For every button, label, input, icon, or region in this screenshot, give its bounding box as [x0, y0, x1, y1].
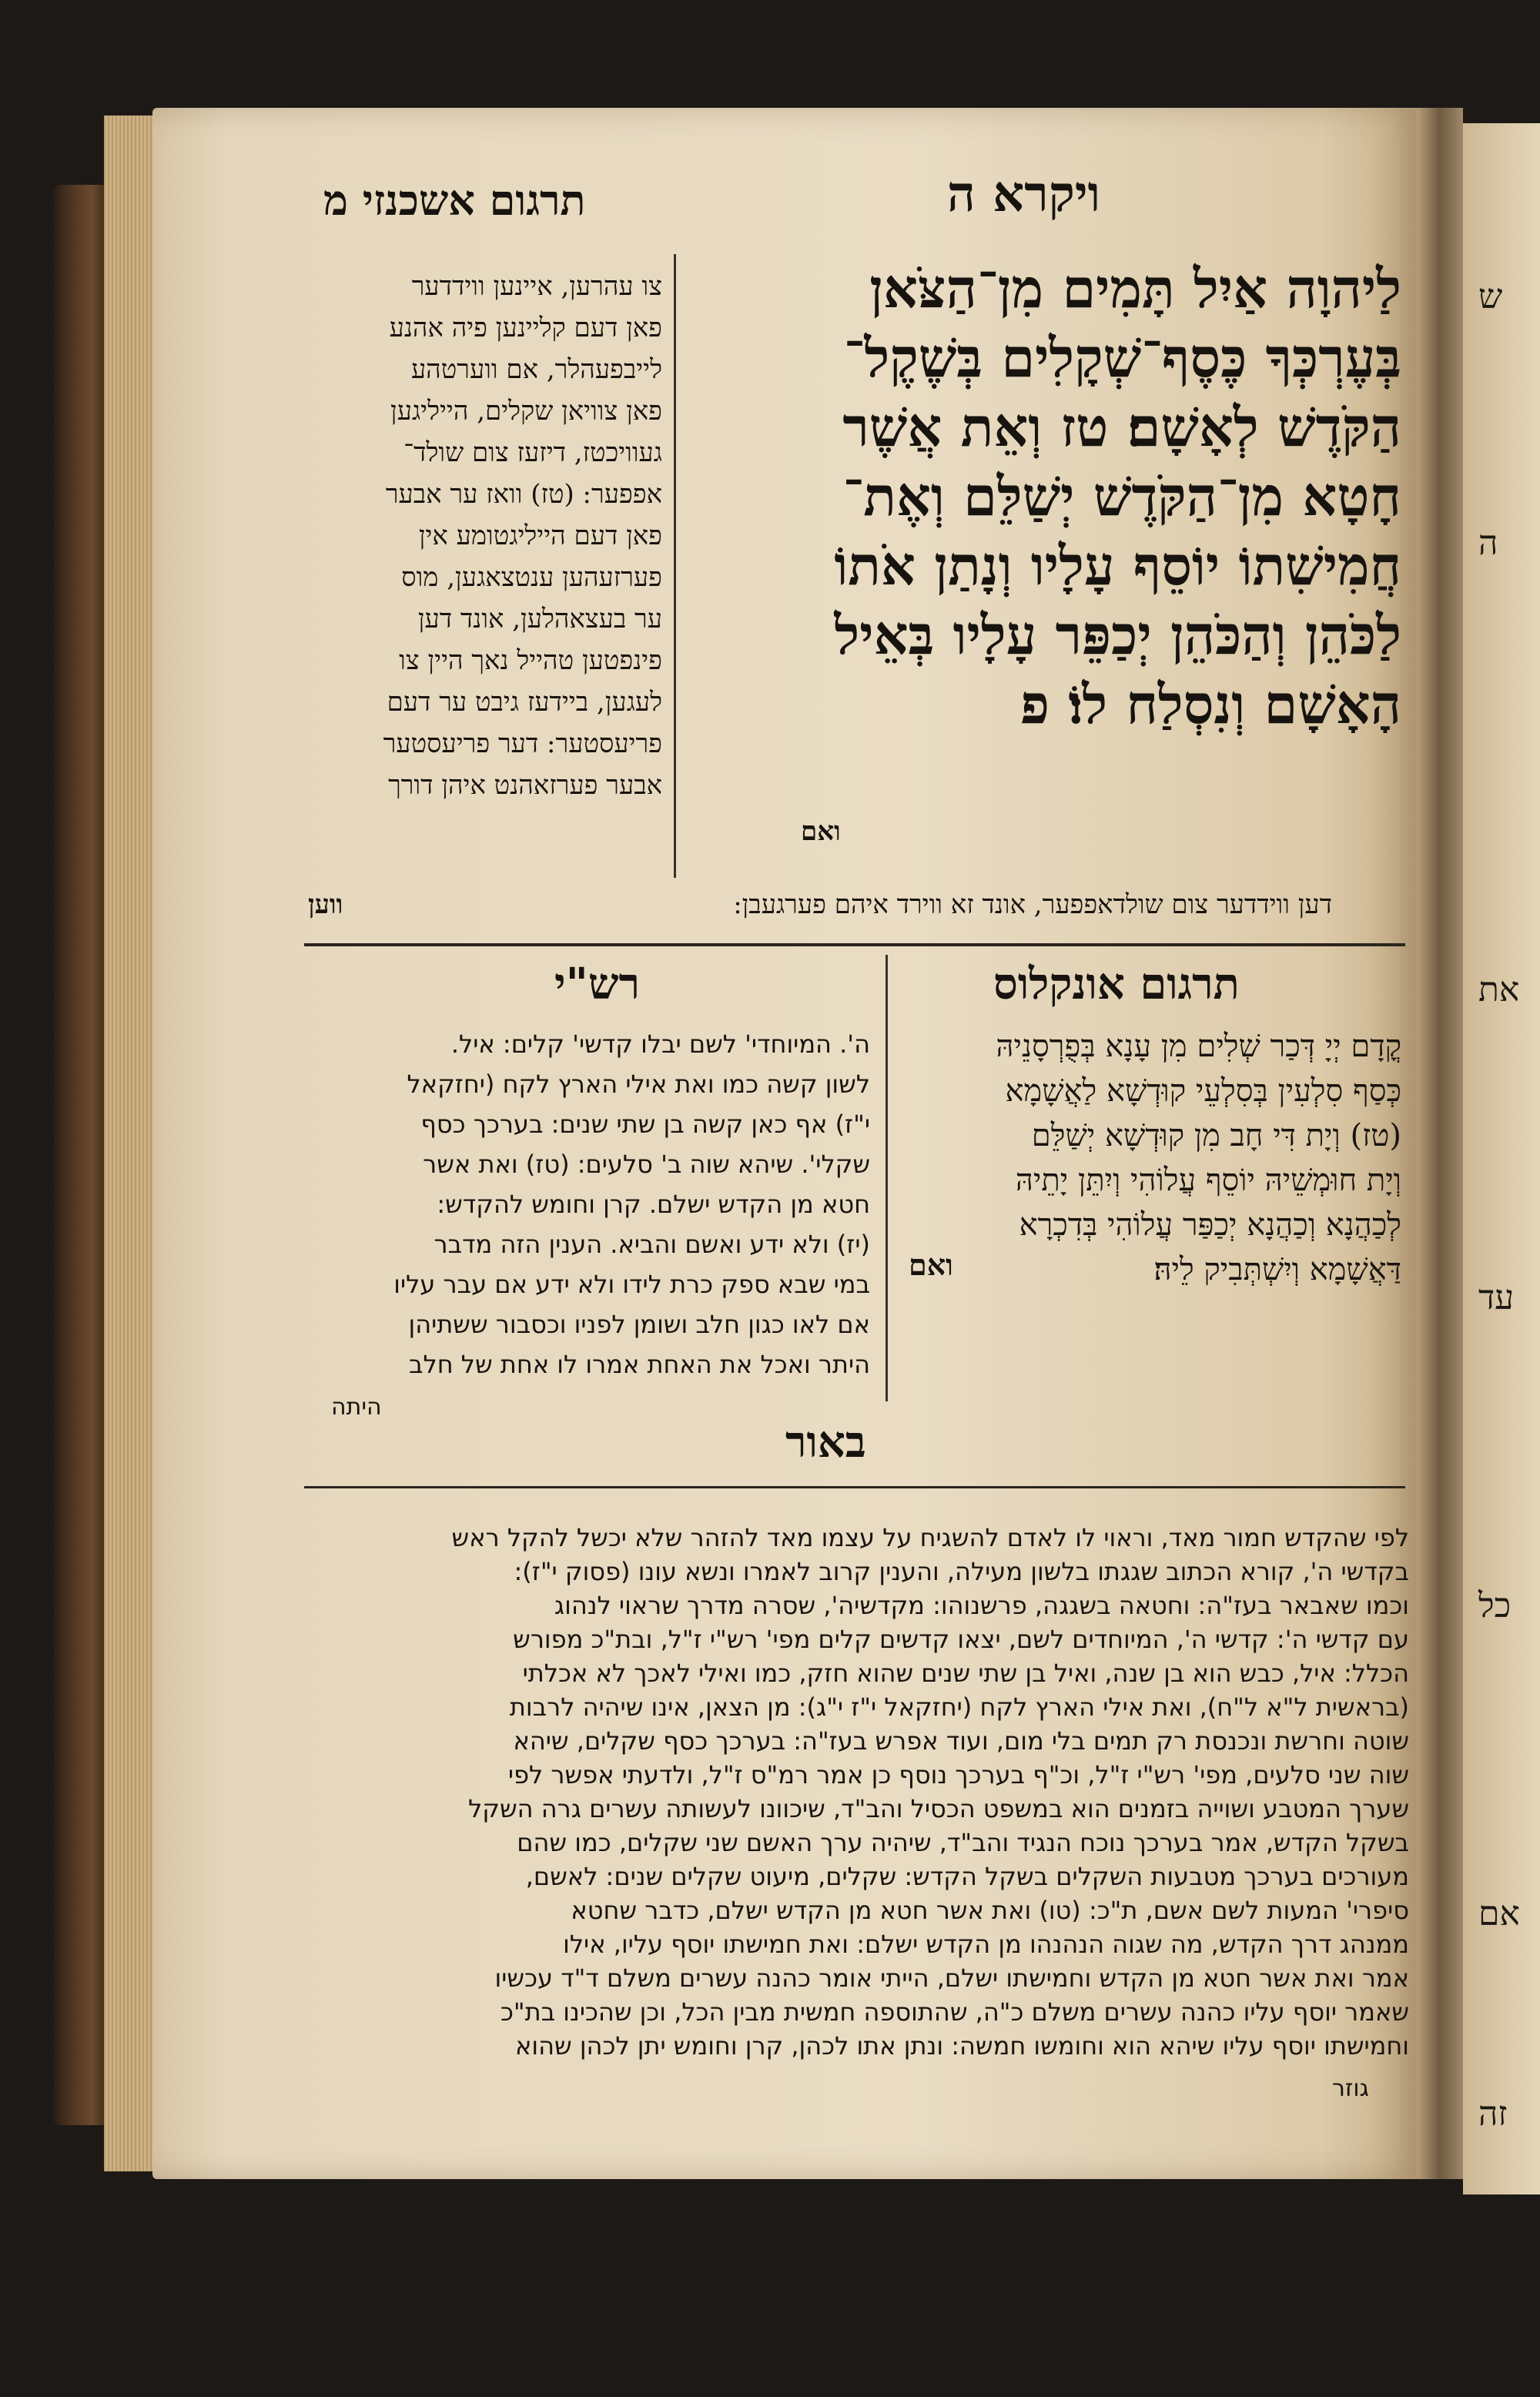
column-divider: [674, 254, 676, 878]
text-line: (יז) ולא ידע ואשם והביא. הענין הזה מדבר: [434, 1230, 870, 1259]
book-gutter: [1417, 108, 1463, 2179]
text-line: חָטָא מִן־הַקֹּדֶשׁ יְשַׁלֵּם וְאֶת־: [842, 464, 1401, 528]
onkelos-heading: תרגום אונקלוס: [993, 959, 1240, 1009]
column-divider: [886, 955, 888, 1401]
onkelos-translation: [901, 1024, 1401, 1292]
main-text-catchword: ואם: [801, 816, 841, 847]
text-line: וחמישתו יוסף עליו שיהא הוא וחומשו חמשה: ונתן אתו לכהן, קרן וחומש יתן לכהן שהוא: [514, 2031, 1409, 2061]
yiddish-translation: [293, 266, 662, 806]
text-line: היתר ואכל את האחת אמרו לו אחת של חלב: [409, 1350, 870, 1379]
facing-page-fragment: כל: [1478, 1586, 1512, 1625]
yiddish-catchword: ווען: [308, 889, 343, 920]
text-line: בקדשי ה', קורא הכתוב שגגתו בלשון מעילה, והענין קרוב לאמרו ונשא עונו (פסוק י"ז):: [514, 1557, 1409, 1586]
text-line: חטא מן הקדש ישלם. קרן וחומש להקדש:: [437, 1190, 870, 1219]
biur-heading: באור: [785, 1417, 866, 1468]
text-line: לייבפעהלר, אם ווערטהע: [410, 354, 662, 385]
text-line: פריעסטער: דער פריעסטער: [383, 728, 662, 759]
text-line: לפי שהקדש חמור מאד, וראוי לו לאדם להשגיח על עצמו מאד להזהר שלא יכשל להקל ראש: [451, 1523, 1409, 1552]
onkelos-catchword: ואם: [909, 1247, 953, 1282]
text-line: שקלי'. שיהא שוה ב' סלעים: (טז) ואת אשר: [423, 1150, 870, 1179]
text-line: שוה שני סלעים, מפי' רש"י ז"ל, וכ"ף בערכך נוסף כן אמר רמ"ס ז"ל, ולדעתי אפשר לפי: [507, 1760, 1409, 1789]
section-divider: [304, 943, 1405, 946]
text-line: לשון קשה כמו ואת אילי הארץ לקח (יחזקאל: [407, 1070, 870, 1099]
rashi-heading: רש"י: [554, 959, 641, 1009]
running-head-translation: תרגום אשכנזי מ: [323, 176, 586, 225]
text-line: לְכַהֲנָא וְכַהֲנָא יְכַפַּר עֲלוֹהִי בְּדִכְרָא: [1019, 1207, 1401, 1243]
section-divider: [304, 1486, 1405, 1488]
text-line: וכמו שאבאר בעז"ה: וחטאה בשגגה, פרשנוהו: מקדשיה', שסרה מדרך שראוי לנהוג: [554, 1591, 1409, 1620]
main-hebrew-text: [685, 254, 1401, 739]
text-line: קֳדָם יְיָ דְּכַר שְׁלִים מִן עָנָא בְּפֻרְסָנֵיהּ: [996, 1029, 1401, 1064]
text-line: וְיָת חוּמְשֵׁיהּ יוֹסֵף עֲלוֹהִי וְיִתֵּן יָתֵיהּ: [1015, 1163, 1401, 1198]
text-line: (טז) וְיָת דִּי חָב מִן קוּדְשָׁא יְשַׁלֵּם: [1031, 1118, 1401, 1153]
text-line: בְּעֶרְכְּךָ כֶּסֶף־שְׁקָלִים בְּשֶׁקֶל־: [843, 326, 1401, 390]
text-line: אם לאו כגון חלב ושומן לפניו וכסבור ששתיהן: [408, 1310, 870, 1339]
text-line: עם קדשי ה': קדשי ה', המיוחדים לשם, יצאו קדשים קלים מפי' רש"י ז"ל, ובת"כ מפורש: [513, 1625, 1409, 1654]
yiddish-continuation: [308, 889, 1332, 920]
text-line: שוטה וחרשת ונכנסת רק תמים בלי מום, ועוד אפרש בעז"ה: בערכך כסף שקלים, שיהא: [513, 1726, 1409, 1756]
running-head-book: ויקרא ה: [947, 166, 1101, 223]
text-line: אמר ואת אשר חטא מן הקדש וחמישתו ישלם, הייתי אומר כהנה עשרים משלם ד"ד עכשיו: [494, 1963, 1409, 1993]
rashi-commentary: [308, 1024, 870, 1384]
text-line: פאן צוויאן שקלים, הייליגען: [390, 396, 662, 427]
text-line: לעגען, ביידעז גיבט ער דעם: [387, 687, 662, 718]
text-line: ה'. המיוחדי' לשם יבלו קדשי' קלים: איל.: [450, 1029, 870, 1059]
text-line: כְּסַף סִלְעִין בְּסִלְעֵי קוּדְשָׁא לַאֲשָׁמָא: [1005, 1073, 1401, 1109]
biur-catchword: גוזר: [1332, 2075, 1369, 2102]
text-line: הכלל: איל, כבש הוא בן שנה, ואיל בן שתי שנים שהוא חזק, כמו ואילי לאכך לא אכלתי: [522, 1659, 1409, 1688]
text-line: פאן דעם קליינען פיה אהנע: [389, 313, 662, 343]
facing-page-fragment: זה: [1478, 2094, 1508, 2134]
book-spine: [54, 185, 108, 2125]
biur-commentary: [300, 1521, 1409, 2063]
facing-page-fragment: את: [1478, 970, 1520, 1009]
text-line: הַקֹּדֶשׁ לְאָשָׁם׃ טז וְאֵת אֲשֶׁר: [842, 395, 1401, 459]
text-line: אבער פערזאהנט איהן דורך: [388, 770, 662, 801]
text-line: חֲמִישִׁתוֹ יוֹסֵף עָלָיו וְנָתַן אֹתוֹ: [834, 534, 1401, 598]
text-line: סיפרי' המעות לשם אשם, ת"כ: (טו) ואת אשר חטא מן הקדש ישלם, כדבר שחטא: [571, 1896, 1409, 1925]
text-line: הָאָשָׁם וְנִסְלַח לוֹ׃ פ: [1020, 672, 1401, 736]
text-line: במי שבא ספק כרת לידו ולא ידע אם עבר עליו: [393, 1270, 870, 1299]
text-line: שאמר יוסף עליו כהנה עשרים משלם כ"ה, שהתוספה חמשית מבין הכל, וכן שהכינו בת"כ: [500, 1997, 1409, 2027]
text-line: י"ז) אף כאן קשה בן שתי שנים: בערכך כסף: [420, 1110, 870, 1139]
text-line: צו עהרען, איינען ווידדער: [411, 271, 662, 302]
text-line: אפפער: (טז) וואז ער אבער: [385, 479, 662, 510]
text-line: לַיהוָה אַיִל תָּמִים מִן־הַצֹּאן: [869, 256, 1401, 320]
facing-page-fragment: אם: [1478, 1894, 1520, 1933]
facing-page-edge: [1463, 123, 1540, 2194]
text-line: ער בעצאהלען, אונד דען: [417, 604, 662, 634]
text-line: (בראשית ל"א ל"ח), ואת אילי הארץ לקח (יחזקאל י"ז י"ג): מן הצאן, אינו שיהיה לרבות: [509, 1692, 1409, 1722]
page-edges: [104, 115, 158, 2171]
text-line: דַּאֲשָׁמָא וְיִשְׁתְּבִיק לֵיהּ׃: [1153, 1252, 1401, 1287]
text-line: פינפטען טהייל נאך היין צו: [399, 645, 662, 676]
facing-page-fragment: ש: [1478, 277, 1503, 316]
text-line: מעורכים בערכך מטבעות השקלים בשקל הקדש: שקלים, מיעוט שקלים שנים: לאשם,: [525, 1862, 1409, 1891]
text-line: פערזעהען ענטצאגען, מוס: [401, 562, 662, 593]
facing-page-fragment: עד: [1478, 1278, 1515, 1317]
text-line: געוויכטז, דיזעז צום שולד־: [403, 437, 662, 468]
text-line: פאן דעם הייליגטומע אין: [418, 521, 662, 551]
text-line: לַכֹּהֵן וְהַכֹּהֵן יְכַפֵּר עָלָיו בְּאֵיל: [834, 603, 1401, 667]
yiddish-continuation-text: דען ווידדער צום שולדאפפער, אונד זא ווירד איהם פערגעבן:: [733, 889, 1332, 920]
facing-page-fragment: ה: [1478, 524, 1498, 563]
text-line: שערך המטבע ושוייה בזמנים הוא במשפט הכסיל והב"ד, שיכוונו לעשותה עשרים גרה השקל: [468, 1794, 1409, 1823]
rashi-catchword: היתה: [331, 1394, 382, 1421]
text-line: בשקל הקדש, אמר בערכך נוכח הנגיד והב"ד, שיהיה ערך האשם שני שקלים, כמו שהם: [517, 1828, 1409, 1857]
text-line: ממנהג דרך הקדש, מה שגוה הנהנהו מן הקדש ישלם: ואת חמישתו יוסף עליו, אילו: [563, 1930, 1409, 1959]
